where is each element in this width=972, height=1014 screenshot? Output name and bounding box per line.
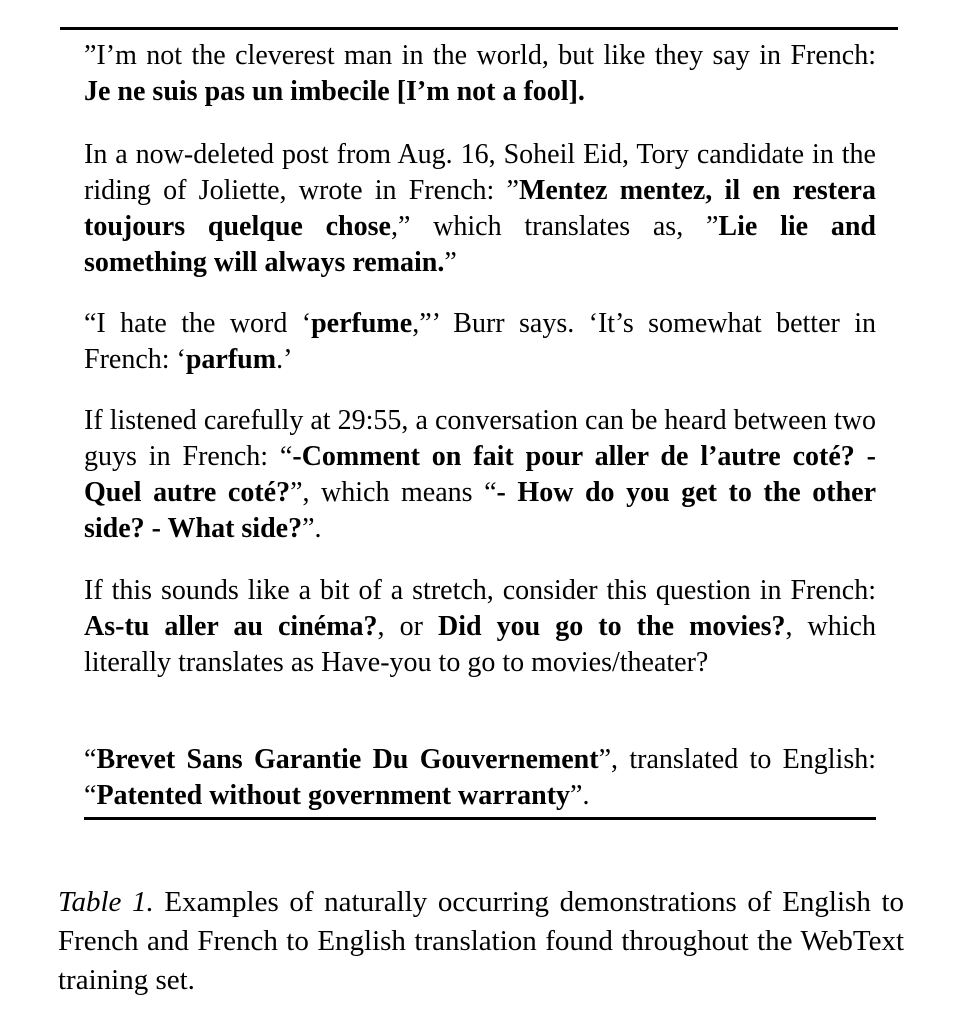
text-segment: , or (377, 611, 438, 642)
text-segment: ,” which translates as, ” (390, 211, 719, 242)
bold-phrase: Patented without government warranty (96, 780, 571, 811)
bold-phrase: Did you go to the movies? (437, 611, 786, 642)
table-entry-6 (84, 742, 876, 814)
caption-label: Table 1. (58, 886, 154, 918)
bold-phrase: Mentez mentez, il en restera toujours quelque chose (84, 175, 876, 242)
table-entry-5 (84, 573, 876, 681)
text-segment: In a now-deleted post from Aug. 16, Soheil Eid, Tory candidate in the riding of Joliette, wrote in French: ” (84, 139, 876, 206)
text-segment: ”I’m not the cleverest man in the world, but like they say in French: (84, 40, 876, 71)
text-segment: ”. (302, 513, 322, 544)
text-segment: .’ (276, 344, 293, 375)
text-segment: ”, which means “ (290, 477, 497, 508)
table-bottom-rule (84, 817, 876, 820)
bold-phrase: perfume (311, 308, 413, 339)
bold-phrase: As-tu aller au cinéma? (84, 611, 378, 642)
text-segment: , which literally translates as Have-you to go to movies/theater? (84, 611, 876, 678)
bold-phrase: - How do you get to the other side? - What side? (84, 477, 876, 544)
bold-phrase: -Comment on fait pour aller de l’autre coté? -Quel autre coté? (84, 441, 876, 508)
text-segment: If listened carefully at 29:55, a conversation can be heard between two guys in French: “ (84, 405, 876, 472)
table-top-rule (60, 27, 898, 30)
table-entry-4 (84, 403, 876, 547)
table-caption (58, 883, 904, 1000)
table-entry-3 (84, 306, 876, 378)
text-segment: “I hate the word ‘ (84, 308, 312, 339)
bold-phrase: Brevet Sans Garantie Du Gouvernement (96, 744, 599, 775)
table-entry-1 (84, 38, 876, 110)
text-segment: If this sounds like a bit of a stretch, consider this question in French: (84, 575, 876, 606)
text-segment: ”. (570, 780, 590, 811)
bold-phrase: Je ne suis pas un imbecile [I’m not a fool]. (84, 76, 585, 107)
caption-text: Examples of naturally occurring demonstrations of English to French and French to English translation found throughout the WebText training set. (58, 886, 904, 996)
text-segment: ” (444, 247, 457, 278)
bold-phrase: parfum (185, 344, 277, 375)
text-segment: “ (84, 744, 97, 775)
text-segment: ,”’ Burr says. ‘It’s somewhat better in French: ‘ (84, 308, 877, 375)
table-entry-2 (84, 137, 876, 281)
bold-phrase: Lie lie and something will always remain. (84, 211, 876, 278)
text-segment: ”, translated to English: “ (84, 744, 877, 811)
